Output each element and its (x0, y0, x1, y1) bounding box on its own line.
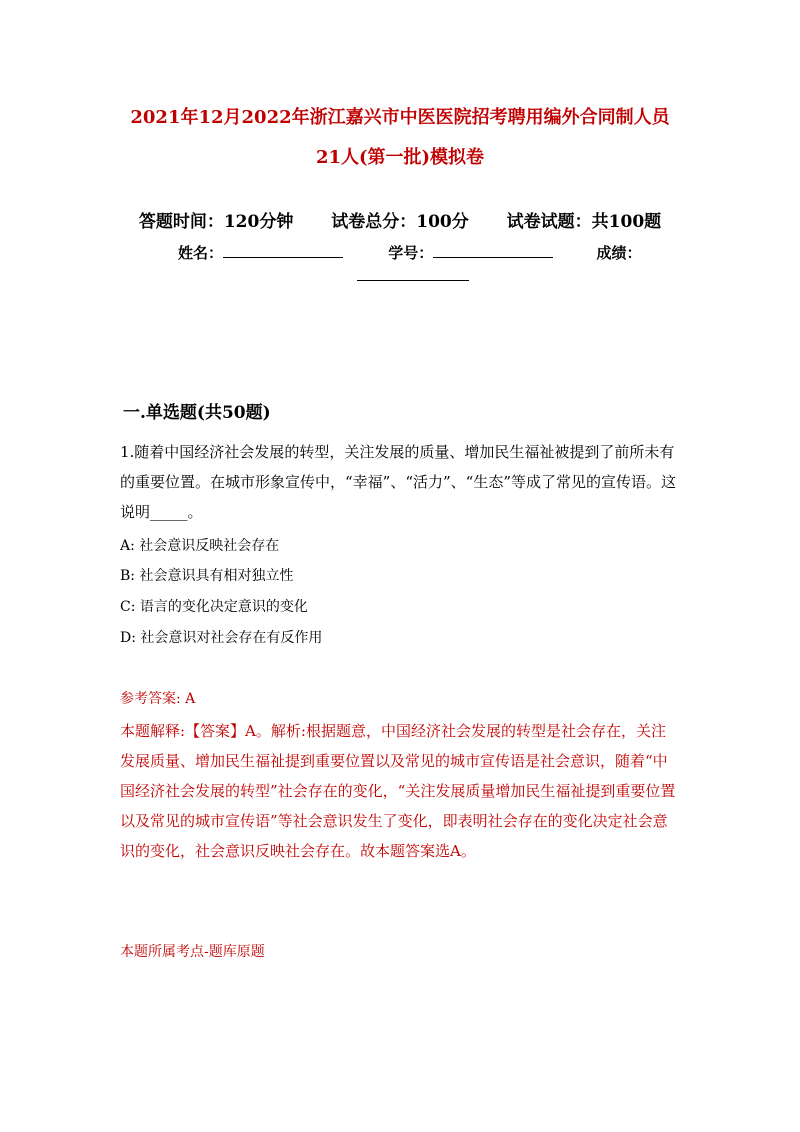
question-text: 1.随着中国经济社会发展的转型，关注发展的质量、增加民生福祉被提到了前所未有的重要位置。在城市形象宣传中，“幸福”、“活力”、“生态”等成了常见的宣传语。这说明_____。 (120, 443, 677, 521)
score-blank (357, 280, 469, 281)
option-a: A: 社会意识反映社会存在 (120, 538, 280, 554)
id-label: 学号： (388, 244, 434, 262)
id-blank (433, 243, 553, 258)
document-title-line1: 2021年12月2022年浙江嘉兴市中医医院招考聘用编外合同制人员 (130, 107, 670, 128)
knowledge-point: 本题所属考点-题库原题 (120, 944, 265, 960)
exam-question-count: 试卷试题：共100题 (506, 212, 662, 232)
name-blank (223, 243, 343, 258)
exam-time: 答题时间：120分钟 (138, 212, 294, 232)
student-fields (178, 242, 642, 264)
option-c: C: 语言的变化决定意识的变化 (120, 599, 308, 615)
exam-meta (0, 210, 800, 234)
option-b: B: 社会意识具有相对独立性 (120, 568, 294, 584)
exam-total-score: 试卷总分：100分 (331, 212, 469, 232)
document-title-line2: 21人(第一批)模拟卷 (315, 147, 485, 168)
answer-explanation: 本题解释:【答案】A。解析:根据题意，中国经济社会发展的转型是社会存在，关注发展质量、增加民生福祉提到重要位置以及常见的城市宣传语是社会意识，随着“中国经济社会发展的转型”社会存在的变化，“关注发展质量增加民生福祉提到重要位置以及常见的城市宣传语”等社会意识发生了变化，即表明社会存在的变化决定社会意识的变化，社会意识反映社会存在。故本题答案选A。 (120, 722, 676, 860)
name-label: 姓名： (178, 244, 224, 262)
score-label: 成绩： (596, 244, 642, 262)
reference-answer: 参考答案: A (120, 691, 196, 707)
section-heading: 一.单选题(共50题) (123, 403, 271, 423)
option-d: D: 社会意识对社会存在有反作用 (120, 630, 323, 646)
